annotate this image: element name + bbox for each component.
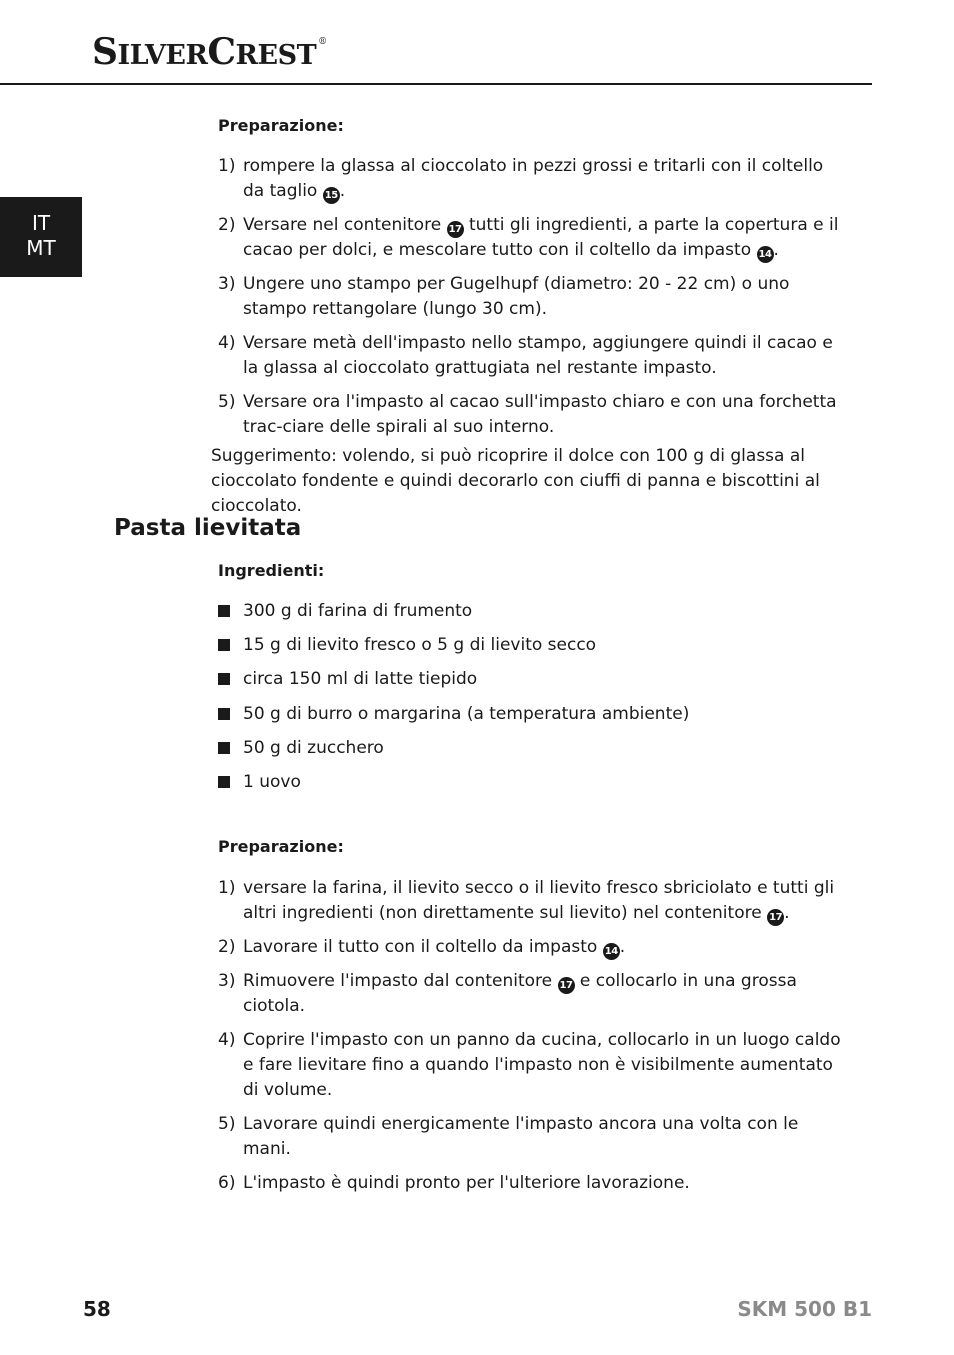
step-item: 2) Versare nel contenitore 17 tutti gli ingredienti, a parte la copertura e il cacao per dolci, e mescolare tutto con il coltello da impasto 14 . <box>218 213 843 263</box>
step-item: 6) L'impasto è quindi pronto per l'ulteriore lavorazione. <box>218 1173 690 1193</box>
brand-logo: SILVERCREST ® <box>92 31 327 73</box>
square-bullet-icon <box>218 776 230 788</box>
page-number: 58 <box>83 1297 111 1321</box>
square-bullet-icon <box>218 639 230 651</box>
ingredient-item: 50 g di burro o margarina (a temperatura ambiente) <box>218 702 818 727</box>
reference-number-icon: 14 <box>603 943 620 960</box>
preparation-steps <box>218 876 843 1205</box>
reference-number-icon: 17 <box>558 977 575 994</box>
reference-number-icon: 15 <box>323 187 340 204</box>
preparation-steps <box>218 154 843 449</box>
step-item: 3) Ungere uno stampo per Gugelhupf (diametro: 20 - 22 cm) o uno stampo rettangolare (lungo 30 cm). <box>218 274 790 319</box>
square-bullet-icon <box>218 605 230 617</box>
square-bullet-icon <box>218 673 230 685</box>
step-item: 5) Versare ora l'impasto al cacao sull'impasto chiaro e con una forchetta trac-ciare delle spirali al suo interno. <box>218 392 837 437</box>
step-item: 5) Lavorare quindi energicamente l'impasto ancora una volta con le mani. <box>218 1114 799 1159</box>
step-item: 1) rompere la glassa al cioccolato in pezzi grossi e tritarli con il coltello da taglio 15 . <box>218 154 843 204</box>
ingredient-item: 300 g di farina di frumento <box>218 599 818 624</box>
ingredients-list <box>218 599 818 804</box>
reference-number-icon: 17 <box>447 221 464 238</box>
ingredient-item: 1 uovo <box>218 770 818 795</box>
header-divider <box>0 83 872 85</box>
ingredient-item: circa 150 ml di latte tiepido <box>218 667 818 692</box>
step-item: 4) Versare metà dell'impasto nello stampo, aggiungere quindi il cacao e la glassa al cioccolato grattugiata nel restante impasto. <box>218 333 833 378</box>
step-item: 2) Lavorare il tutto con il coltello da impasto 14 . <box>218 935 843 960</box>
tip-paragraph: Suggerimento: volendo, si può ricoprire il dolce con 100 g di glassa al cioccolato fondente e quindi decorarlo con ciuffi di panna e biscottini al cioccolato. <box>211 446 820 516</box>
preparation-heading: Preparazione: <box>218 116 344 135</box>
section-title: Pasta lievitata <box>114 515 302 541</box>
ingredient-item: 50 g di zucchero <box>218 736 818 761</box>
square-bullet-icon <box>218 742 230 754</box>
reference-number-icon: 17 <box>767 909 784 926</box>
preparation-heading: Preparazione: <box>218 837 344 856</box>
ingredients-heading: Ingredienti: <box>218 561 325 580</box>
square-bullet-icon <box>218 708 230 720</box>
ingredient-item: 15 g di lievito fresco o 5 g di lievito secco <box>218 633 818 658</box>
step-item: 1) versare la farina, il lievito secco o il lievito fresco sbriciolato e tutti gli altri ingredienti (non direttamente sul lievito) nel contenitore 17 . <box>218 876 843 926</box>
language-code-mt: MT <box>26 236 56 260</box>
language-tab <box>0 197 82 277</box>
language-code-it: IT <box>31 211 51 235</box>
step-item: 3) Rimuovere l'impasto dal contenitore 17 e collocarlo in una grossa ciotola. <box>218 971 797 1016</box>
model-name: SKM 500 B1 <box>737 1297 872 1321</box>
reference-number-icon: 14 <box>757 246 774 263</box>
step-item: 4) Coprire l'impasto con un panno da cucina, collocarlo in un luogo caldo e fare lievitare fino a quando l'impasto non è visibilmente aumentato di volume. <box>218 1030 841 1100</box>
